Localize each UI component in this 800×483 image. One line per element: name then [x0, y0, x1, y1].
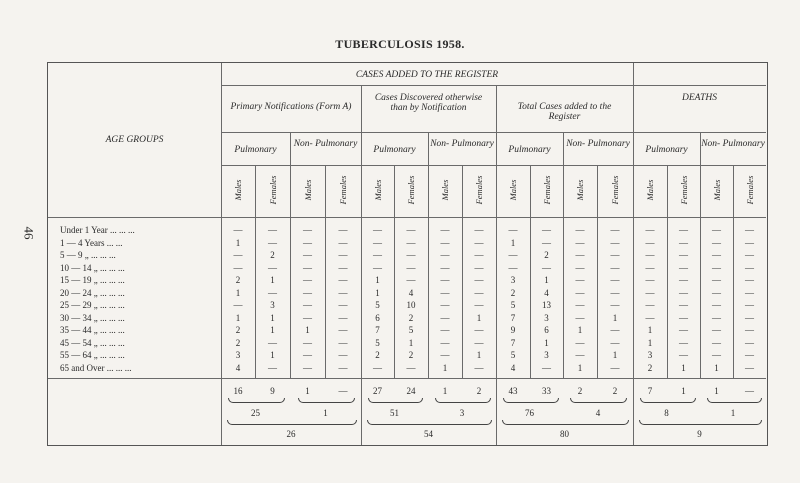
non-pulmonary-header: Non- Pulmonary: [430, 139, 494, 149]
total-cell: 1: [305, 386, 310, 396]
table-cell: —: [745, 350, 754, 360]
age-group-label: 65 and Over ... ... ...: [60, 362, 132, 373]
pulmonary-header: Pulmonary: [508, 145, 551, 155]
total-cell: 43: [508, 386, 518, 396]
table-cell: —: [542, 225, 551, 235]
table-cell: 2: [235, 325, 241, 335]
table-cell: —: [406, 362, 416, 373]
table-cell: —: [745, 275, 754, 285]
table-cell: —: [268, 362, 277, 373]
table-cell: —: [440, 225, 450, 235]
table-cell: —: [303, 337, 312, 348]
total-cell: 16: [233, 386, 243, 396]
table-cell: —: [406, 237, 416, 248]
table-cell: 1: [476, 312, 482, 323]
table-cell: —: [233, 250, 243, 260]
table-cell: —: [610, 287, 620, 298]
table-cell: —: [303, 287, 312, 298]
total-cell: 33: [542, 386, 551, 396]
table-cell: —: [268, 287, 277, 298]
discovered-header: Cases Discovered otherwise than by Notification: [374, 93, 483, 113]
table-cell: —: [338, 237, 348, 248]
table-cell: —: [679, 225, 688, 235]
table-cell: 3: [235, 350, 241, 360]
table-cell: —: [440, 237, 450, 248]
table-cell: 1: [270, 312, 275, 323]
table-cell: —: [268, 262, 277, 273]
grand-total-brace: [639, 420, 762, 425]
age-group-label: 5 — 9 „ ... ... ...: [60, 250, 116, 260]
grand-total-brace: [502, 420, 629, 425]
table-cell: 1: [577, 362, 583, 373]
table-cell: 2: [408, 312, 414, 323]
table-cell: —: [440, 325, 450, 335]
females-header: Females: [541, 175, 552, 205]
table-cell: —: [440, 287, 450, 298]
table-cell: 1: [544, 337, 549, 348]
table-cell: —: [508, 250, 518, 260]
table-cell: —: [303, 300, 312, 310]
table-cell: —: [610, 337, 620, 348]
table-cell: —: [745, 337, 754, 348]
table-cell: 1: [647, 325, 653, 335]
table-cell: 1: [408, 337, 414, 348]
subtotal-cell: 1: [323, 408, 328, 418]
females-header: Females: [744, 175, 755, 205]
table-cell: —: [303, 362, 312, 373]
subtotal-brace: [368, 398, 424, 403]
table-cell: 1: [270, 275, 275, 285]
total-cell: 27: [373, 386, 382, 396]
table-cell: —: [575, 275, 585, 285]
total-cell: 1: [442, 386, 448, 396]
subtotal-brace: [707, 398, 762, 403]
males-header: Males: [711, 179, 722, 201]
grand-total-brace: [367, 420, 492, 425]
table-cell: 1: [612, 312, 618, 323]
table-cell: —: [610, 262, 620, 273]
table-cell: —: [303, 350, 312, 360]
table-cell: 2: [235, 337, 241, 348]
table-cell: 3: [270, 300, 275, 310]
females-header: Females: [338, 175, 348, 205]
table-cell: 5: [510, 300, 516, 310]
table-cell: —: [645, 237, 655, 248]
table-cell: —: [440, 262, 450, 273]
table-cell: —: [474, 262, 484, 273]
table-cell: 1: [476, 350, 482, 360]
table-cell: —: [542, 362, 551, 373]
table-cell: —: [338, 225, 348, 235]
table-cell: 4: [510, 362, 516, 373]
table-cell: —: [679, 262, 688, 273]
table-cell: —: [303, 275, 312, 285]
table-cell: 2: [544, 250, 549, 260]
table-cell: —: [338, 337, 348, 348]
table-cell: —: [474, 237, 484, 248]
table-cell: —: [338, 325, 348, 335]
table-cell: —: [406, 275, 416, 285]
age-group-label: Under 1 Year ... ... ...: [60, 225, 135, 235]
table-cell: 1: [305, 325, 310, 335]
table-cell: 1: [375, 275, 380, 285]
table-cell: 1: [510, 237, 516, 248]
table-cell: —: [712, 250, 721, 260]
table-cell: —: [712, 237, 721, 248]
table-cell: —: [745, 312, 754, 323]
table-cell: —: [575, 225, 585, 235]
table-cell: —: [338, 362, 348, 373]
table-cell: —: [440, 337, 450, 348]
males-header: Males: [440, 179, 450, 201]
table-cell: 2: [408, 350, 414, 360]
deaths-header: DEATHS: [681, 93, 717, 103]
table-cell: 1: [442, 362, 448, 373]
total-cell: 1: [681, 386, 686, 396]
females-header: Females: [474, 175, 484, 205]
table-cell: —: [575, 262, 585, 273]
table-cell: —: [679, 287, 688, 298]
age-group-label: 1 — 4 Years ... ...: [60, 237, 123, 248]
subtotal-brace: [298, 398, 356, 403]
females-header: Females: [406, 175, 416, 205]
table-cell: —: [645, 287, 655, 298]
page-title: TUBERCULOSIS 1958.: [335, 37, 465, 51]
males-header: Males: [508, 179, 518, 201]
table-cell: —: [575, 287, 585, 298]
table-cell: —: [474, 287, 484, 298]
table-cell: 1: [714, 362, 719, 373]
table-cell: —: [645, 262, 655, 273]
table-cell: —: [610, 225, 620, 235]
table-cell: 6: [375, 312, 380, 323]
total-cell: 9: [270, 386, 275, 396]
table-cell: —: [373, 262, 382, 273]
table-cell: 13: [542, 300, 551, 310]
grand-total-cell: 26: [286, 429, 296, 439]
total-cell: 24: [406, 386, 416, 396]
table-cell: 10: [406, 300, 416, 310]
table-cell: 1: [235, 287, 241, 298]
table-cell: —: [575, 312, 585, 323]
females-header: Females: [267, 175, 278, 205]
table-cell: —: [712, 300, 721, 310]
table-cell: —: [338, 262, 348, 273]
table-cell: 5: [510, 350, 516, 360]
males-header: Males: [372, 179, 383, 201]
grand-total-cell: 9: [697, 429, 702, 439]
non-pulmonary-header: Non- Pulmonary: [566, 139, 630, 149]
table-cell: —: [745, 300, 754, 310]
table-cell: —: [679, 350, 688, 360]
subtotal-brace: [640, 398, 696, 403]
table-cell: 3: [510, 275, 516, 285]
primary-header: Primary Notifications (Form A): [230, 102, 352, 112]
grand-total-cell: 54: [424, 429, 433, 439]
non-pulmonary-header: Non- Pulmonary: [293, 139, 358, 149]
table-cell: 5: [375, 300, 380, 310]
table-cell: —: [645, 275, 655, 285]
table-cell: —: [233, 300, 243, 310]
table-cell: —: [575, 350, 585, 360]
table-cell: —: [268, 337, 277, 348]
table-cell: —: [440, 300, 450, 310]
table-cell: —: [440, 250, 450, 260]
table-cell: —: [508, 262, 518, 273]
table-cell: —: [610, 237, 620, 248]
age-group-label: 55 — 64 „ ... ... ...: [60, 350, 125, 360]
table-cell: 2: [270, 250, 275, 260]
table-cell: —: [645, 225, 655, 235]
table-cell: —: [712, 225, 721, 235]
table-cell: —: [373, 225, 382, 235]
table-cell: —: [406, 250, 416, 260]
age-group-label: 30 — 34 „ ... ... ...: [60, 312, 125, 323]
table-cell: 3: [544, 312, 549, 323]
males-header: Males: [645, 179, 655, 201]
table-cell: —: [645, 300, 655, 310]
table-cell: 7: [510, 312, 516, 323]
table-cell: —: [679, 275, 688, 285]
subtotal-brace: [228, 398, 285, 403]
table-cell: —: [440, 275, 450, 285]
table-cell: —: [474, 337, 484, 348]
table-cell: 7: [375, 325, 380, 335]
table-cell: —: [712, 325, 721, 335]
table-cell: —: [406, 262, 416, 273]
table-cell: —: [745, 237, 754, 248]
table-cell: 2: [510, 287, 516, 298]
grand-total-cell: 80: [560, 429, 569, 439]
table-cell: —: [610, 250, 620, 260]
table-cell: —: [474, 250, 484, 260]
subtotal-brace: [570, 398, 627, 403]
table-cell: —: [745, 325, 754, 335]
total-cell: —: [745, 386, 754, 396]
table-cell: 4: [235, 362, 241, 373]
table-cell: 1: [681, 362, 686, 373]
table-cell: 4: [544, 287, 549, 298]
table-cell: —: [575, 250, 585, 260]
table-cell: —: [712, 350, 721, 360]
page-number: 46: [21, 226, 37, 240]
table-cell: —: [373, 237, 382, 248]
subtotal-cell: 8: [664, 408, 669, 418]
table-cell: —: [679, 237, 688, 248]
total-header: Total Cases added to the Register: [517, 102, 612, 122]
males-header: Males: [302, 179, 313, 201]
table-cell: 1: [270, 325, 275, 335]
table-cell: —: [645, 312, 655, 323]
table-cell: 7: [510, 337, 516, 348]
grand-total-brace: [227, 420, 357, 425]
table-cell: —: [610, 300, 620, 310]
table-cell: 1: [270, 350, 275, 360]
table-cell: —: [373, 362, 382, 373]
table-cell: —: [474, 225, 484, 235]
table-cell: —: [338, 275, 348, 285]
table-cell: —: [679, 337, 688, 348]
table-cell: —: [303, 225, 312, 235]
subtotal-cell: 51: [390, 408, 399, 418]
non-pulmonary-header: Non- Pulmonary: [701, 139, 765, 149]
table-cell: —: [338, 287, 348, 298]
table-cell: —: [610, 325, 620, 335]
table-cell: —: [712, 312, 721, 323]
table-cell: —: [712, 337, 721, 348]
table-cell: —: [338, 300, 348, 310]
table-cell: 1: [647, 337, 653, 348]
table-cell: —: [712, 275, 721, 285]
table-cell: —: [575, 337, 585, 348]
table-cell: —: [303, 250, 312, 260]
table-cell: 9: [510, 325, 516, 335]
males-header: Males: [233, 179, 243, 201]
age-group-label: 20 — 24 „ ... ... ...: [60, 287, 125, 298]
age-groups-header: AGE GROUPS: [105, 135, 164, 145]
table-cell: 1: [544, 275, 549, 285]
table-cell: 4: [408, 287, 414, 298]
table-cell: —: [610, 362, 620, 373]
subtotal-cell: 3: [459, 408, 465, 418]
table-cell: —: [406, 225, 416, 235]
total-cell: 2: [612, 386, 618, 396]
table-cell: 3: [647, 350, 653, 360]
table-cell: —: [440, 312, 450, 323]
age-group-label: 10 — 14 „ ... ... ...: [60, 262, 125, 273]
total-cell: 1: [714, 386, 719, 396]
table-cell: —: [474, 325, 484, 335]
total-cell: 2: [476, 386, 482, 396]
age-group-label: 45 — 54 „ ... ... ...: [60, 337, 125, 348]
table-cell: —: [474, 362, 484, 373]
table-cell: 1: [612, 350, 618, 360]
table-cell: —: [575, 237, 585, 248]
pulmonary-header: Pulmonary: [645, 145, 688, 155]
table-cell: —: [303, 262, 312, 273]
table-cell: —: [542, 237, 551, 248]
age-group-label: 15 — 19 „ ... ... ...: [60, 275, 125, 285]
table-cell: —: [679, 325, 688, 335]
table-cell: 1: [235, 237, 241, 248]
table-cell: —: [303, 312, 312, 323]
table-cell: 5: [408, 325, 414, 335]
subtotal-cell: 25: [251, 408, 260, 418]
table-cell: 1: [375, 287, 380, 298]
table-cell: —: [575, 300, 585, 310]
table-cell: —: [233, 225, 243, 235]
table-cell: —: [712, 287, 721, 298]
cases-added-header: CASES ADDED TO THE REGISTER: [355, 70, 499, 80]
table-cell: 2: [375, 350, 380, 360]
table-cell: —: [542, 262, 551, 273]
table-cell: —: [645, 250, 655, 260]
subtotal-cell: 76: [525, 408, 534, 418]
table-cell: —: [745, 262, 754, 273]
table-cell: —: [508, 225, 518, 235]
females-header: Females: [678, 175, 689, 205]
table-cell: 1: [577, 325, 583, 335]
pulmonary-header: Pulmonary: [373, 145, 416, 155]
table-cell: —: [268, 237, 277, 248]
total-cell: 7: [647, 386, 653, 396]
table-cell: —: [338, 350, 348, 360]
subtotal-brace: [435, 398, 491, 403]
table-cell: —: [338, 312, 348, 323]
table-cell: 1: [235, 312, 241, 323]
table-cell: —: [679, 300, 688, 310]
subtotal-cell: 4: [595, 408, 601, 418]
table-cell: —: [679, 250, 688, 260]
table-cell: —: [338, 250, 348, 260]
subtotal-brace: [503, 398, 559, 403]
table-cell: —: [474, 275, 484, 285]
table-cell: 3: [544, 350, 549, 360]
table-cell: —: [745, 250, 754, 260]
table-cell: —: [373, 250, 382, 260]
females-header: Females: [610, 175, 620, 205]
males-header: Males: [575, 179, 585, 201]
subtotal-cell: 1: [730, 408, 736, 418]
table-cell: 5: [375, 337, 380, 348]
table-cell: —: [745, 362, 754, 373]
table-cell: —: [610, 275, 620, 285]
pulmonary-header: Pulmonary: [234, 145, 277, 155]
table-cell: —: [712, 262, 721, 273]
table-cell: —: [474, 300, 484, 310]
total-cell: 2: [577, 386, 583, 396]
table-cell: —: [233, 262, 243, 273]
table-cell: —: [745, 287, 754, 298]
table-cell: —: [303, 237, 312, 248]
table-cell: —: [440, 350, 450, 360]
table-cell: 6: [544, 325, 549, 335]
table-cell: —: [268, 225, 277, 235]
table-cell: —: [745, 225, 754, 235]
table-cell: 2: [235, 275, 241, 285]
total-cell: —: [338, 386, 348, 396]
tuberculosis-table: [47, 62, 768, 446]
table-cell: 2: [647, 362, 653, 373]
age-group-label: 35 — 44 „ ... ... ...: [60, 325, 125, 335]
age-group-label: 25 — 29 „ ... ... ...: [60, 300, 125, 310]
table-cell: —: [679, 312, 688, 323]
